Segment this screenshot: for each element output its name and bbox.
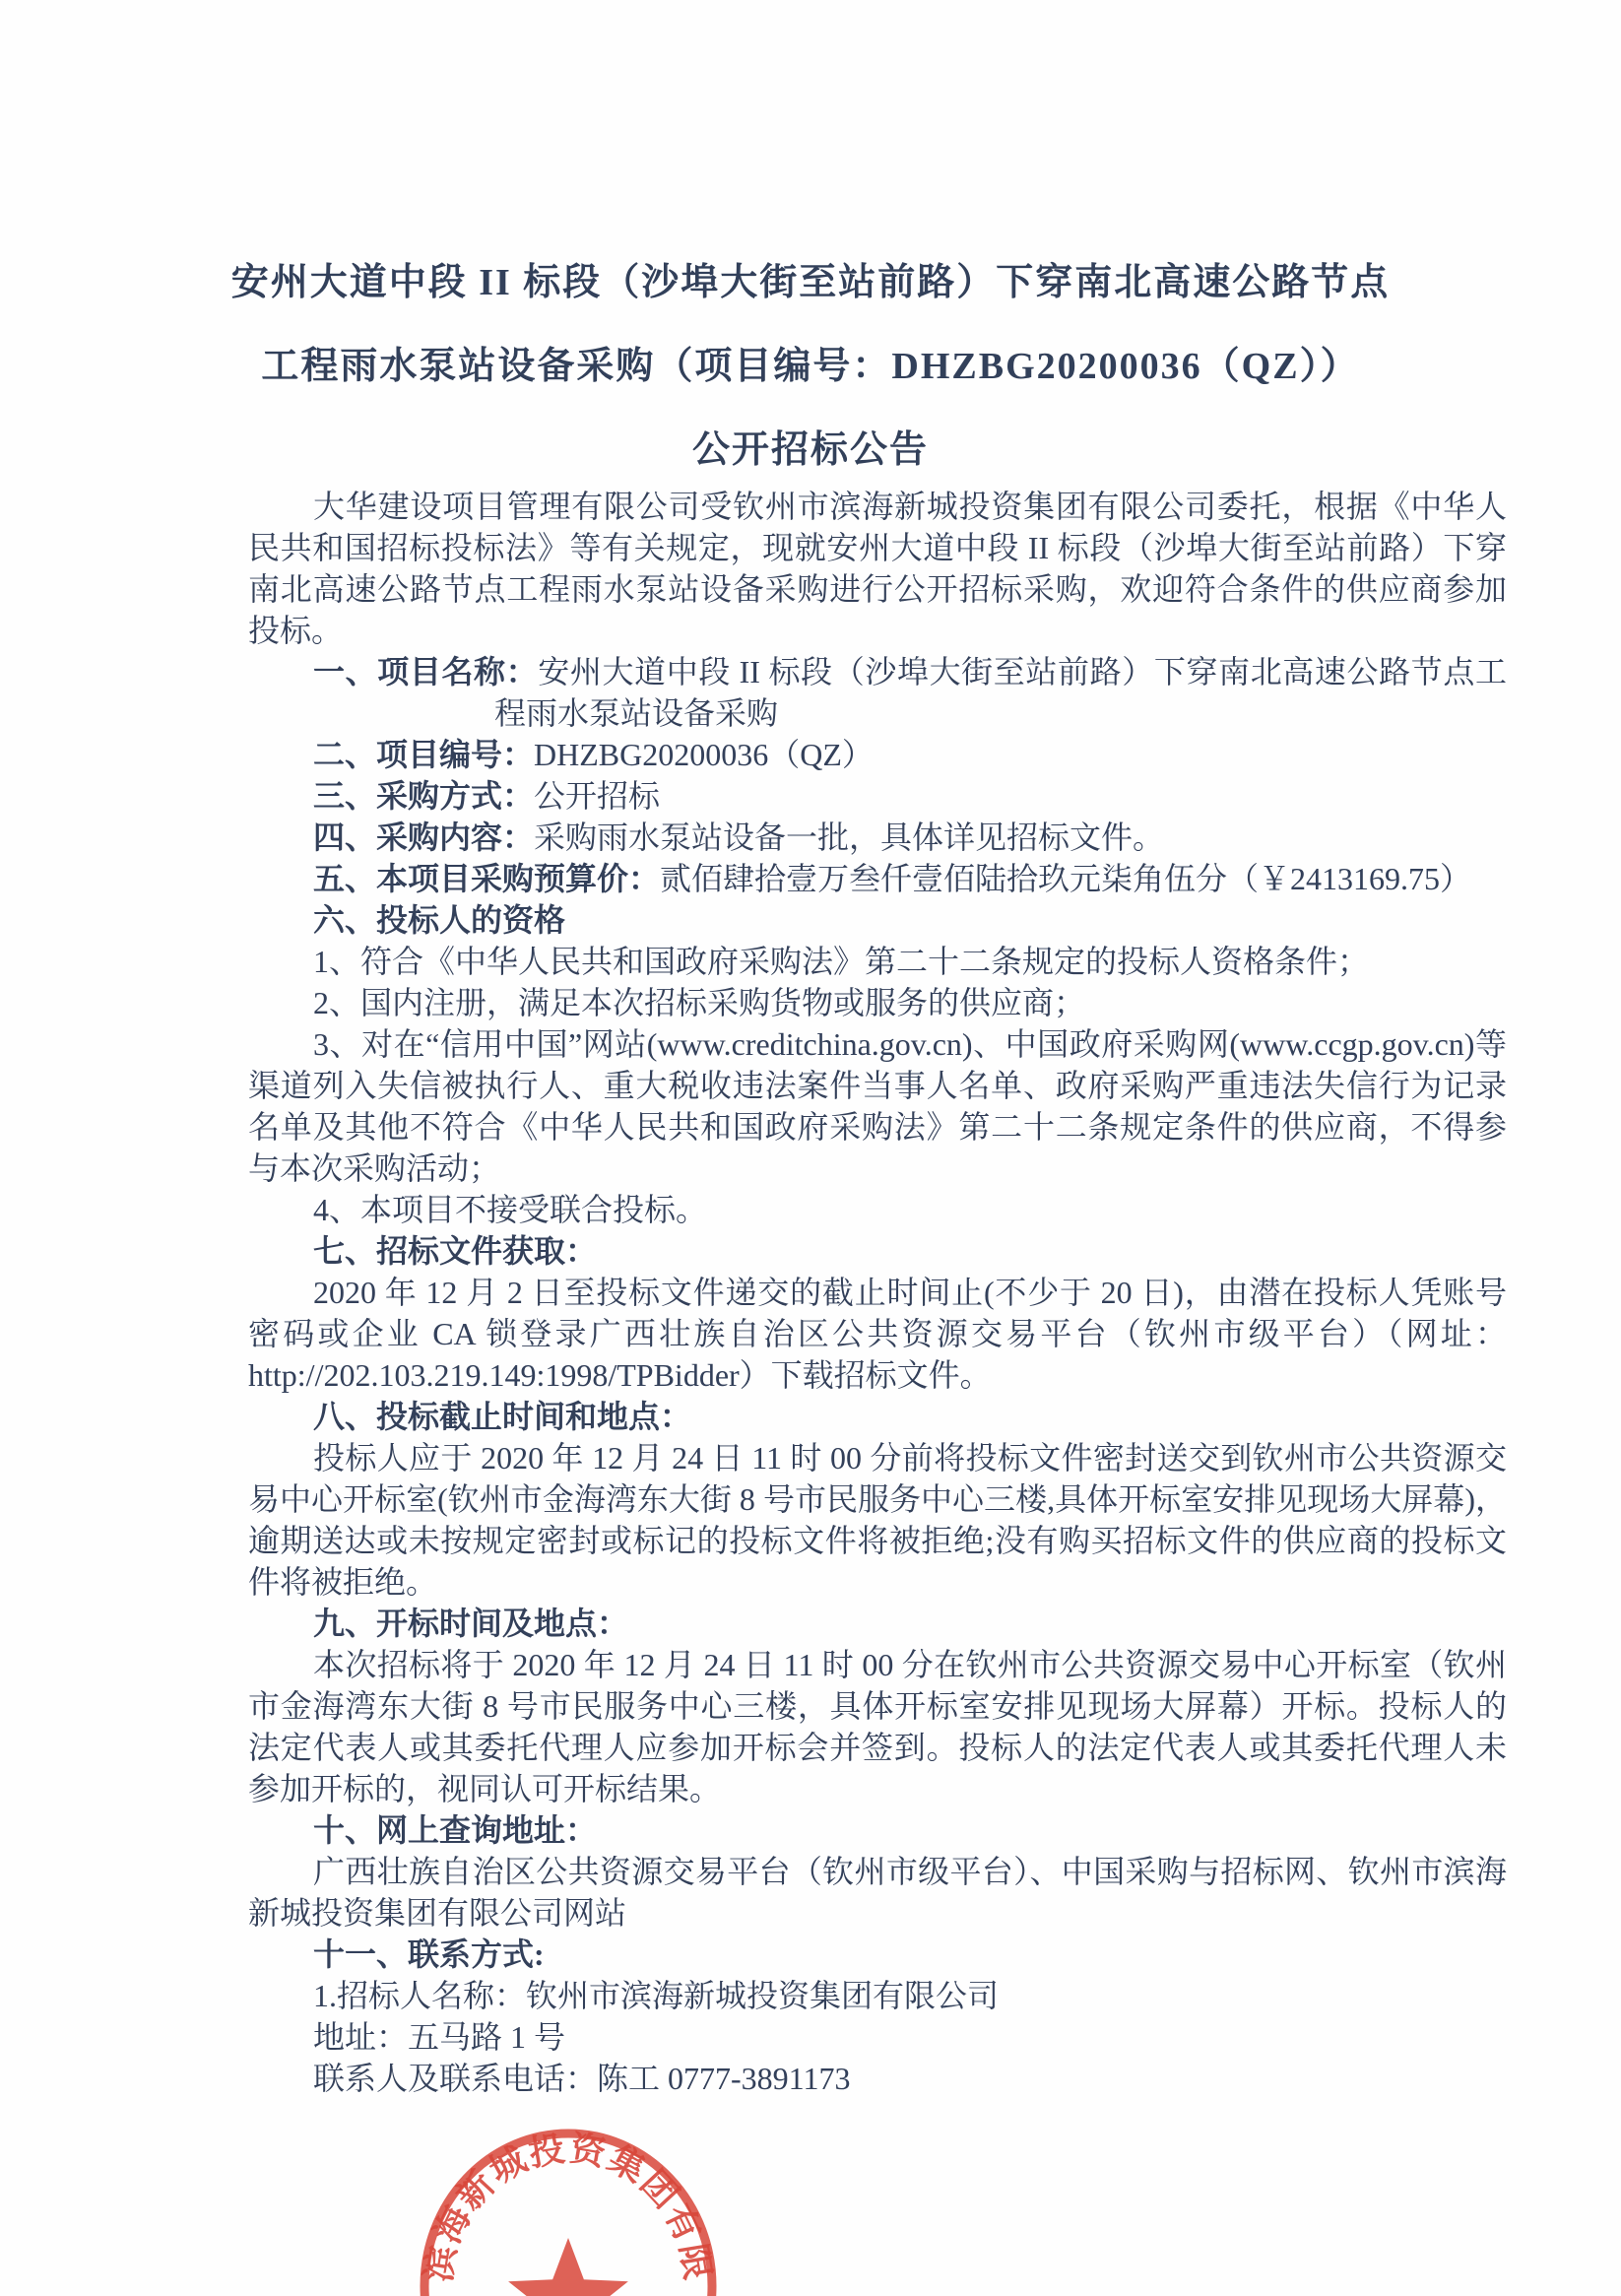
- paragraph-text: 地址：五马路 1 号: [313, 2019, 566, 2055]
- seal-star-icon: [508, 2238, 628, 2296]
- doc-paragraph-item-6: [248, 899, 1507, 941]
- paragraph-text: 贰佰肆拾壹万叁仟壹佰陆拾玖元柒角伍分（￥2413169.75）: [660, 861, 1472, 896]
- doc-paragraph-sec7-text: [248, 1272, 1507, 1396]
- paragraph-text: 联系人及联系电话：陈工 0777-3891173: [313, 2061, 851, 2096]
- section-label: 四、采购内容：: [313, 820, 535, 855]
- doc-paragraph-sub-4: [248, 1189, 1507, 1230]
- doc-paragraph-item-1: [248, 651, 1507, 734]
- section-label: 十一、联系方式:: [313, 1936, 545, 1972]
- section-label: 三、采购方式：: [313, 778, 535, 814]
- paragraph-text: DHZBG20200036（QZ）: [534, 737, 874, 772]
- document-body: [248, 486, 1507, 2099]
- section-label: 二、项目编号：: [313, 737, 535, 772]
- doc-paragraph-item-5: [248, 858, 1507, 899]
- title-line-2: 工程雨水泵站设备采购（项目编号：DHZBG20200036（QZ））: [261, 346, 1360, 387]
- doc-paragraph-contact-name: [248, 1975, 1507, 2016]
- doc-paragraph-item-8: [248, 1396, 1507, 1437]
- paragraph-text: 1、符合《中华人民共和国政府采购法》第二十二条规定的投标人资格条件；: [313, 944, 1370, 979]
- paragraph-text: 大华建设项目管理有限公司受钦州市滨海新城投资集团有限公司委托，根据《中华人民共和国招标投标法》等有关规定，现就安州大道中段 II 标段（沙埠大街至站前路）下穿南北高速公路节点工程雨水泵站设备采购进行公开招标采购，欢迎符合条件的供应商参加投标。: [248, 489, 1507, 648]
- paragraph-text: 3、对在“信用中国”网站(www.creditchina.gov.cn)、中国政府采购网(www.ccgp.gov.cn)等渠道列入失信被执行人、重大税收违法案件当事人名单、政府采购严重违法失信行为记录名单及其他不符合《中华人民共和国政府采购法》第二十二条规定条件的供应商，不得参与本次采购活动；: [248, 1026, 1507, 1186]
- paragraph-text: 1.招标人名称：钦州市滨海新城投资集团有限公司: [313, 1978, 1000, 2013]
- seal-arc-text: 滨海新城投资集团有限: [419, 2128, 718, 2285]
- document-title: [180, 241, 1441, 492]
- company-seal: [418, 2126, 723, 2296]
- doc-paragraph-item-2: [248, 734, 1507, 775]
- title-line-1: 安州大道中段 II 标段（沙埠大街至站前路）下穿南北高速公路节点: [230, 262, 1391, 303]
- doc-paragraph-item-9: [248, 1603, 1507, 1644]
- paragraph-text: 2、国内注册，满足本次招标采购货物或服务的供应商；: [313, 985, 1086, 1020]
- title-line-3: 公开招标公告: [691, 429, 929, 471]
- doc-paragraph-contact-address: [248, 2016, 1507, 2058]
- doc-paragraph-item-11: [248, 1934, 1507, 1975]
- paragraph-text: 投标人应于 2020 年 12 月 24 日 11 时 00 分前将投标文件密封送交到钦州市公共资源交易中心开标室(钦州市金海湾东大街 8 号市民服务中心三楼,具体开标室安排见现场大屏幕)，逾期送达或未按规定密封或标记的投标文件将被拒绝;没有购买招标文件的供应商的投标文件将被拒绝。: [248, 1440, 1507, 1600]
- doc-paragraph-item-3: [248, 775, 1507, 817]
- paragraph-text: 4、本项目不接受联合投标。: [313, 1192, 708, 1227]
- doc-paragraph-intro: [248, 486, 1507, 651]
- section-label: 五、本项目采购预算价：: [313, 861, 661, 896]
- paragraph-text: 2020 年 12 月 2 日至投标文件递交的截止时间止(不少于 20 日)，由潜在投标人凭账号密码或企业 CA 锁登录广西壮族自治区公共资源交易平台（钦州市级平台）（网址：http://202.103.219.149:1998/TPBidder）下载招标文件。: [248, 1275, 1507, 1393]
- doc-paragraph-sec9-text: [248, 1644, 1507, 1809]
- section-label: 八、投标截止时间和地点：: [313, 1399, 692, 1434]
- doc-paragraph-sub-2: [248, 982, 1507, 1023]
- paragraph-text: 安州大道中段 II 标段（沙埠大街至站前路）下穿南北高速公路节点工程雨水泵站设备采购: [494, 654, 1507, 731]
- section-label: 一、项目名称：: [313, 654, 539, 689]
- section-label: 七、招标文件获取：: [313, 1233, 598, 1269]
- doc-paragraph-item-7: [248, 1230, 1507, 1272]
- doc-paragraph-contact-phone: [248, 2058, 1507, 2099]
- paragraph-text: 本次招标将于 2020 年 12 月 24 日 11 时 00 分在钦州市公共资源交易中心开标室（钦州市金海湾东大街 8 号市民服务中心三楼，具体开标室安排见现场大屏幕）开标。投标人的法定代表人或其委托代理人应参加开标会并签到。投标人的法定代表人或其委托代理人未参加开标的，视同认可开标结果。: [248, 1647, 1507, 1806]
- paragraph-text: 广西壮族自治区公共资源交易平台（钦州市级平台）、中国采购与招标网、钦州市滨海新城投资集团有限公司网站: [248, 1854, 1507, 1931]
- section-label: 九、开标时间及地点：: [313, 1606, 629, 1641]
- doc-paragraph-item-4: [248, 817, 1507, 858]
- paragraph-text: 采购雨水泵站设备一批，具体详见招标文件。: [534, 820, 1165, 855]
- paragraph-text: 公开招标: [534, 778, 661, 814]
- section-label: 十、网上查询地址：: [313, 1812, 598, 1848]
- doc-paragraph-sec8-text: [248, 1437, 1507, 1603]
- doc-paragraph-item-10: [248, 1809, 1507, 1851]
- section-label: 六、投标人的资格: [313, 902, 566, 938]
- doc-paragraph-sec10-text: [248, 1851, 1507, 1934]
- doc-paragraph-sub-3: [248, 1023, 1507, 1189]
- doc-paragraph-sub-1: [248, 941, 1507, 982]
